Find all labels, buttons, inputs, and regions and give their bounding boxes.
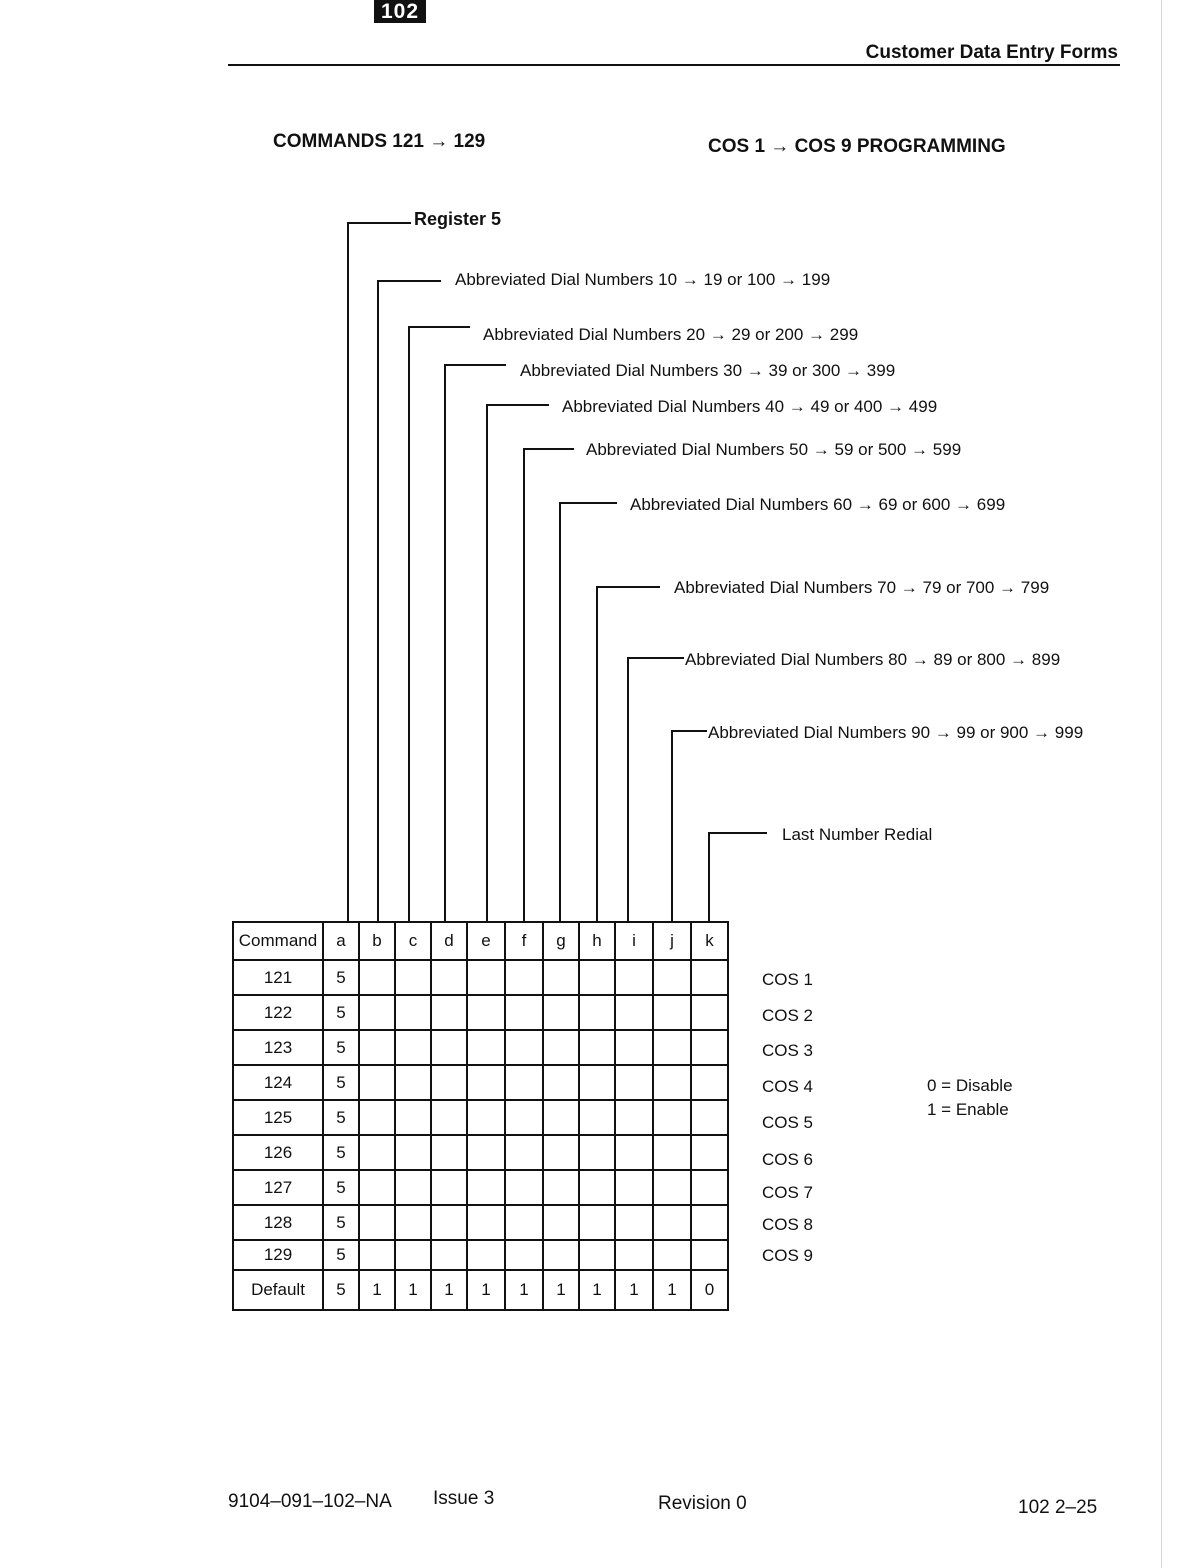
entry-cell[interactable] xyxy=(653,1100,691,1135)
cos-label: COS 3 xyxy=(762,1041,814,1060)
header-d: d xyxy=(431,922,467,960)
entry-cell[interactable] xyxy=(431,1065,467,1100)
entry-cell[interactable] xyxy=(615,1240,653,1270)
entry-cell[interactable] xyxy=(467,1030,505,1065)
entry-cell[interactable] xyxy=(395,1030,431,1065)
entry-cell[interactable] xyxy=(467,1100,505,1135)
entry-cell[interactable] xyxy=(691,960,728,995)
register-a-cell: 5 xyxy=(323,1100,359,1135)
table-row xyxy=(233,1205,728,1240)
table-row xyxy=(233,1135,728,1170)
entry-cell[interactable] xyxy=(579,1170,615,1205)
entry-cell[interactable] xyxy=(431,995,467,1030)
entry-cell[interactable] xyxy=(691,1100,728,1135)
entry-cell[interactable] xyxy=(467,1065,505,1100)
entry-cell[interactable] xyxy=(505,1240,543,1270)
table-row xyxy=(233,1170,728,1205)
cos-label: COS 1 xyxy=(762,970,814,989)
entry-cell[interactable] xyxy=(653,1030,691,1065)
cos-label: COS 6 xyxy=(762,1150,814,1169)
entry-cell[interactable] xyxy=(395,1240,431,1270)
entry-cell[interactable] xyxy=(395,1135,431,1170)
header-e: e xyxy=(467,922,505,960)
default-i: 1 xyxy=(615,1270,653,1310)
entry-cell[interactable] xyxy=(505,1100,543,1135)
cos-label: COS 7 xyxy=(762,1183,814,1202)
entry-cell[interactable] xyxy=(615,1100,653,1135)
entry-cell[interactable] xyxy=(359,1065,395,1100)
command-cell: 125 xyxy=(233,1100,323,1135)
entry-cell[interactable] xyxy=(579,995,615,1030)
entry-cell[interactable] xyxy=(359,1100,395,1135)
header-b: b xyxy=(359,922,395,960)
title-cos-programming: COS 1 → COS 9 PROGRAMMING xyxy=(708,136,1006,157)
entry-cell[interactable] xyxy=(467,1170,505,1205)
entry-cell[interactable] xyxy=(653,1170,691,1205)
entry-cell[interactable] xyxy=(431,960,467,995)
entry-cell[interactable] xyxy=(615,995,653,1030)
register-label: Register 5 xyxy=(414,209,502,229)
entry-cell[interactable] xyxy=(505,960,543,995)
entry-cell[interactable] xyxy=(359,995,395,1030)
table-row xyxy=(233,1100,728,1135)
entry-cell[interactable] xyxy=(505,1170,543,1205)
entry-cell[interactable] xyxy=(579,1065,615,1100)
register-a-cell: 5 xyxy=(323,1205,359,1240)
register-a-cell: 5 xyxy=(323,1170,359,1205)
entry-cell[interactable] xyxy=(691,1065,728,1100)
entry-cell[interactable] xyxy=(505,1135,543,1170)
leader-line-i xyxy=(628,658,684,921)
entry-cell[interactable] xyxy=(395,1205,431,1240)
entry-cell[interactable] xyxy=(395,1170,431,1205)
default-a: 5 xyxy=(323,1270,359,1310)
entry-cell[interactable] xyxy=(543,960,579,995)
entry-cell[interactable] xyxy=(691,1205,728,1240)
header-k: k xyxy=(691,922,728,960)
leader-label-k: Last Number Redial xyxy=(782,825,933,844)
entry-cell[interactable] xyxy=(691,1135,728,1170)
leader-line-e xyxy=(487,405,549,921)
legend-disable: 0 = Disable xyxy=(927,1076,1013,1095)
default-e: 1 xyxy=(467,1270,505,1310)
table-header-row xyxy=(233,922,728,960)
entry-cell[interactable] xyxy=(395,960,431,995)
entry-cell[interactable] xyxy=(359,1170,395,1205)
entry-cell[interactable] xyxy=(431,1135,467,1170)
entry-cell[interactable] xyxy=(395,1100,431,1135)
default-b: 1 xyxy=(359,1270,395,1310)
entry-cell[interactable] xyxy=(691,1030,728,1065)
leader-label-d: Abbreviated Dial Numbers 30 → 39 or 300 → 399 xyxy=(520,361,896,380)
entry-cell[interactable] xyxy=(543,1205,579,1240)
cos-label: COS 4 xyxy=(762,1077,814,1096)
command-cell: 124 xyxy=(233,1065,323,1100)
entry-cell[interactable] xyxy=(359,960,395,995)
title-commands: COMMANDS 121 → 129 xyxy=(273,131,486,152)
leader-line-g xyxy=(560,503,617,921)
register-a-cell: 5 xyxy=(323,995,359,1030)
leader-line-k xyxy=(709,833,767,921)
default-k: 0 xyxy=(691,1270,728,1310)
header-h: h xyxy=(579,922,615,960)
leader-label-b: Abbreviated Dial Numbers 10 → 19 or 100 → 199 xyxy=(455,270,831,289)
entry-cell[interactable] xyxy=(579,1205,615,1240)
leader-line-c xyxy=(409,327,470,921)
entry-cell[interactable] xyxy=(395,1065,431,1100)
entry-cell[interactable] xyxy=(431,1205,467,1240)
entry-cell[interactable] xyxy=(467,1205,505,1240)
default-d: 1 xyxy=(431,1270,467,1310)
entry-cell[interactable] xyxy=(579,1100,615,1135)
entry-cell[interactable] xyxy=(431,1170,467,1205)
register-a-cell: 5 xyxy=(323,1065,359,1100)
footer-issue: Issue 3 xyxy=(433,1488,495,1509)
entry-cell[interactable] xyxy=(505,1030,543,1065)
default-row xyxy=(233,1270,728,1310)
leader-label-h: Abbreviated Dial Numbers 70 → 79 or 700 → 799 xyxy=(674,578,1050,597)
default-g: 1 xyxy=(543,1270,579,1310)
header-j: j xyxy=(653,922,691,960)
command-cell: 126 xyxy=(233,1135,323,1170)
entry-cell[interactable] xyxy=(543,1135,579,1170)
cos-label: COS 5 xyxy=(762,1113,814,1132)
register-a-cell: 5 xyxy=(323,1030,359,1065)
entry-cell[interactable] xyxy=(653,960,691,995)
command-cell: 121 xyxy=(233,960,323,995)
page-tab: 102 xyxy=(374,0,426,23)
leader-label-j: Abbreviated Dial Numbers 90 → 99 or 900 → 999 xyxy=(708,723,1084,742)
entry-cell[interactable] xyxy=(691,995,728,1030)
entry-cell[interactable] xyxy=(653,1135,691,1170)
cos-label: COS 8 xyxy=(762,1215,814,1234)
header-c: c xyxy=(395,922,431,960)
footer-doc-number: 9104–091–102–NA xyxy=(228,1491,392,1512)
entry-cell[interactable] xyxy=(505,1205,543,1240)
entry-cell[interactable] xyxy=(467,1135,505,1170)
entry-cell[interactable] xyxy=(653,1205,691,1240)
footer-page-number: 102 2–25 xyxy=(1018,1497,1098,1518)
entry-cell[interactable] xyxy=(359,1240,395,1270)
entry-cell[interactable] xyxy=(691,1240,728,1270)
register-a-cell: 5 xyxy=(323,960,359,995)
header-i: i xyxy=(615,922,653,960)
entry-cell[interactable] xyxy=(467,1240,505,1270)
entry-cell[interactable] xyxy=(615,1135,653,1170)
entry-cell[interactable] xyxy=(615,960,653,995)
entry-cell[interactable] xyxy=(543,1100,579,1135)
entry-cell[interactable] xyxy=(579,1240,615,1270)
command-cell: 122 xyxy=(233,995,323,1030)
header-f: f xyxy=(505,922,543,960)
leader-line-d xyxy=(445,365,506,921)
entry-cell[interactable] xyxy=(359,1205,395,1240)
leader-line-j xyxy=(672,731,707,921)
entry-cell[interactable] xyxy=(653,1240,691,1270)
entry-cell[interactable] xyxy=(467,995,505,1030)
entry-cell[interactable] xyxy=(467,960,505,995)
table-row xyxy=(233,1065,728,1100)
default-label: Default xyxy=(233,1270,323,1310)
leader-line-a xyxy=(348,223,411,921)
entry-cell[interactable] xyxy=(691,1170,728,1205)
entry-cell[interactable] xyxy=(653,1065,691,1100)
entry-cell[interactable] xyxy=(395,995,431,1030)
entry-cell[interactable] xyxy=(359,1135,395,1170)
entry-cell[interactable] xyxy=(543,1170,579,1205)
entry-cell[interactable] xyxy=(431,1240,467,1270)
leader-label-i: Abbreviated Dial Numbers 80 → 89 or 800 → 899 xyxy=(685,650,1061,669)
register-a-cell: 5 xyxy=(323,1135,359,1170)
entry-cell[interactable] xyxy=(579,1030,615,1065)
entry-cell[interactable] xyxy=(543,1240,579,1270)
header-command: Command xyxy=(233,922,323,960)
entry-cell[interactable] xyxy=(543,1030,579,1065)
entry-cell[interactable] xyxy=(615,1065,653,1100)
table-row xyxy=(233,995,728,1030)
leader-label-g: Abbreviated Dial Numbers 60 → 69 or 600 → 699 xyxy=(630,495,1006,514)
default-c: 1 xyxy=(395,1270,431,1310)
entry-cell[interactable] xyxy=(543,1065,579,1100)
command-cell: 127 xyxy=(233,1170,323,1205)
command-cell: 128 xyxy=(233,1205,323,1240)
leader-line-f xyxy=(524,449,574,921)
cos-label: COS 2 xyxy=(762,1006,814,1025)
entry-cell[interactable] xyxy=(579,1135,615,1170)
legend-enable: 1 = Enable xyxy=(927,1100,1009,1119)
footer-revision: Revision 0 xyxy=(658,1493,747,1514)
entry-cell[interactable] xyxy=(505,995,543,1030)
leader-label-e: Abbreviated Dial Numbers 40 → 49 or 400 → 499 xyxy=(562,397,938,416)
header-g: g xyxy=(543,922,579,960)
table-row xyxy=(233,960,728,995)
entry-cell[interactable] xyxy=(579,960,615,995)
table-row xyxy=(233,1240,728,1270)
entry-cell[interactable] xyxy=(653,995,691,1030)
table-row xyxy=(233,1030,728,1065)
entry-cell[interactable] xyxy=(505,1065,543,1100)
entry-cell[interactable] xyxy=(543,995,579,1030)
cos-table xyxy=(232,921,729,1311)
default-h: 1 xyxy=(579,1270,615,1310)
default-j: 1 xyxy=(653,1270,691,1310)
entry-cell[interactable] xyxy=(615,1030,653,1065)
command-cell: 123 xyxy=(233,1030,323,1065)
entry-cell[interactable] xyxy=(359,1030,395,1065)
entry-cell[interactable] xyxy=(615,1170,653,1205)
entry-cell[interactable] xyxy=(615,1205,653,1240)
leader-label-c: Abbreviated Dial Numbers 20 → 29 or 200 → 299 xyxy=(483,325,859,344)
cos-label: COS 9 xyxy=(762,1246,814,1265)
register-a-cell: 5 xyxy=(323,1240,359,1270)
entry-cell[interactable] xyxy=(431,1100,467,1135)
command-cell: 129 xyxy=(233,1240,323,1270)
entry-cell[interactable] xyxy=(431,1030,467,1065)
header-a: a xyxy=(323,922,359,960)
default-f: 1 xyxy=(505,1270,543,1310)
running-head: Customer Data Entry Forms xyxy=(865,42,1118,63)
leader-label-f: Abbreviated Dial Numbers 50 → 59 or 500 → 599 xyxy=(586,440,962,459)
